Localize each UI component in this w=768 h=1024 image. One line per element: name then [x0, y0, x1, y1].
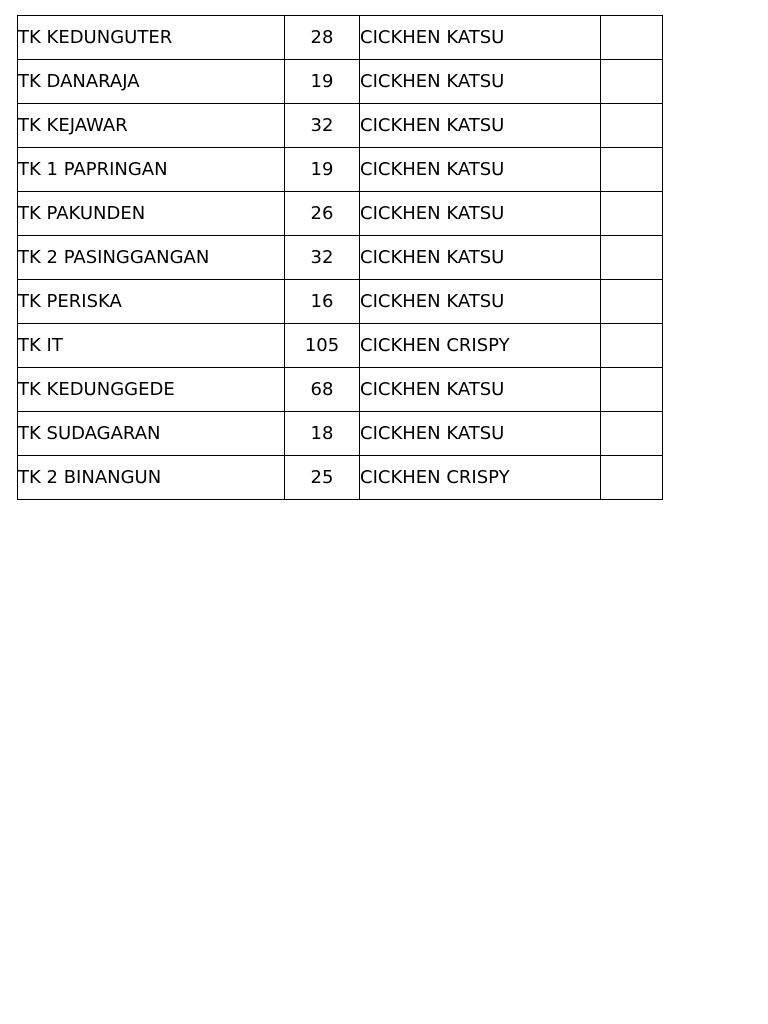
school-name-cell: TK IT	[18, 324, 285, 368]
menu-item-cell: CICKHEN KATSU	[360, 148, 601, 192]
note-cell	[601, 192, 663, 236]
note-cell	[601, 280, 663, 324]
school-name-cell: TK 1 PAPRINGAN	[18, 148, 285, 192]
school-name-cell: TK KEDUNGUTER	[18, 16, 285, 60]
table-row	[18, 16, 663, 60]
menu-item-cell: CICKHEN KATSU	[360, 104, 601, 148]
note-cell	[601, 60, 663, 104]
note-cell	[601, 148, 663, 192]
table-row	[18, 280, 663, 324]
note-cell	[601, 456, 663, 500]
note-cell	[601, 412, 663, 456]
table-row	[18, 192, 663, 236]
school-name-cell: TK SUDAGARAN	[18, 412, 285, 456]
quantity-cell: 28	[285, 16, 360, 60]
quantity-cell: 26	[285, 192, 360, 236]
quantity-cell: 68	[285, 368, 360, 412]
school-name-cell: TK DANARAJA	[18, 60, 285, 104]
menu-item-cell: CICKHEN KATSU	[360, 16, 601, 60]
quantity-cell: 32	[285, 104, 360, 148]
quantity-cell: 25	[285, 456, 360, 500]
menu-item-cell: CICKHEN KATSU	[360, 280, 601, 324]
note-cell	[601, 16, 663, 60]
table-row	[18, 148, 663, 192]
menu-item-cell: CICKHEN KATSU	[360, 368, 601, 412]
menu-item-cell: CICKHEN CRISPY	[360, 324, 601, 368]
menu-item-cell: CICKHEN KATSU	[360, 60, 601, 104]
menu-item-cell: CICKHEN CRISPY	[360, 456, 601, 500]
quantity-cell: 19	[285, 60, 360, 104]
school-name-cell: TK 2 PASINGGANGAN	[18, 236, 285, 280]
school-name-cell: TK KEJAWAR	[18, 104, 285, 148]
school-name-cell: TK PAKUNDEN	[18, 192, 285, 236]
note-cell	[601, 104, 663, 148]
note-cell	[601, 236, 663, 280]
school-name-cell: TK KEDUNGGEDE	[18, 368, 285, 412]
school-name-cell: TK PERISKA	[18, 280, 285, 324]
table-row	[18, 456, 663, 500]
quantity-cell: 18	[285, 412, 360, 456]
menu-item-cell: CICKHEN KATSU	[360, 236, 601, 280]
menu-item-cell: CICKHEN KATSU	[360, 192, 601, 236]
table-row	[18, 236, 663, 280]
menu-item-cell: CICKHEN KATSU	[360, 412, 601, 456]
table-row	[18, 60, 663, 104]
order-table	[17, 15, 663, 500]
note-cell	[601, 368, 663, 412]
table-row	[18, 324, 663, 368]
table-row	[18, 368, 663, 412]
table-row	[18, 412, 663, 456]
quantity-cell: 16	[285, 280, 360, 324]
quantity-cell: 32	[285, 236, 360, 280]
school-name-cell: TK 2 BINANGUN	[18, 456, 285, 500]
quantity-cell: 105	[285, 324, 360, 368]
order-table-body	[18, 16, 663, 500]
table-row	[18, 104, 663, 148]
quantity-cell: 19	[285, 148, 360, 192]
note-cell	[601, 324, 663, 368]
